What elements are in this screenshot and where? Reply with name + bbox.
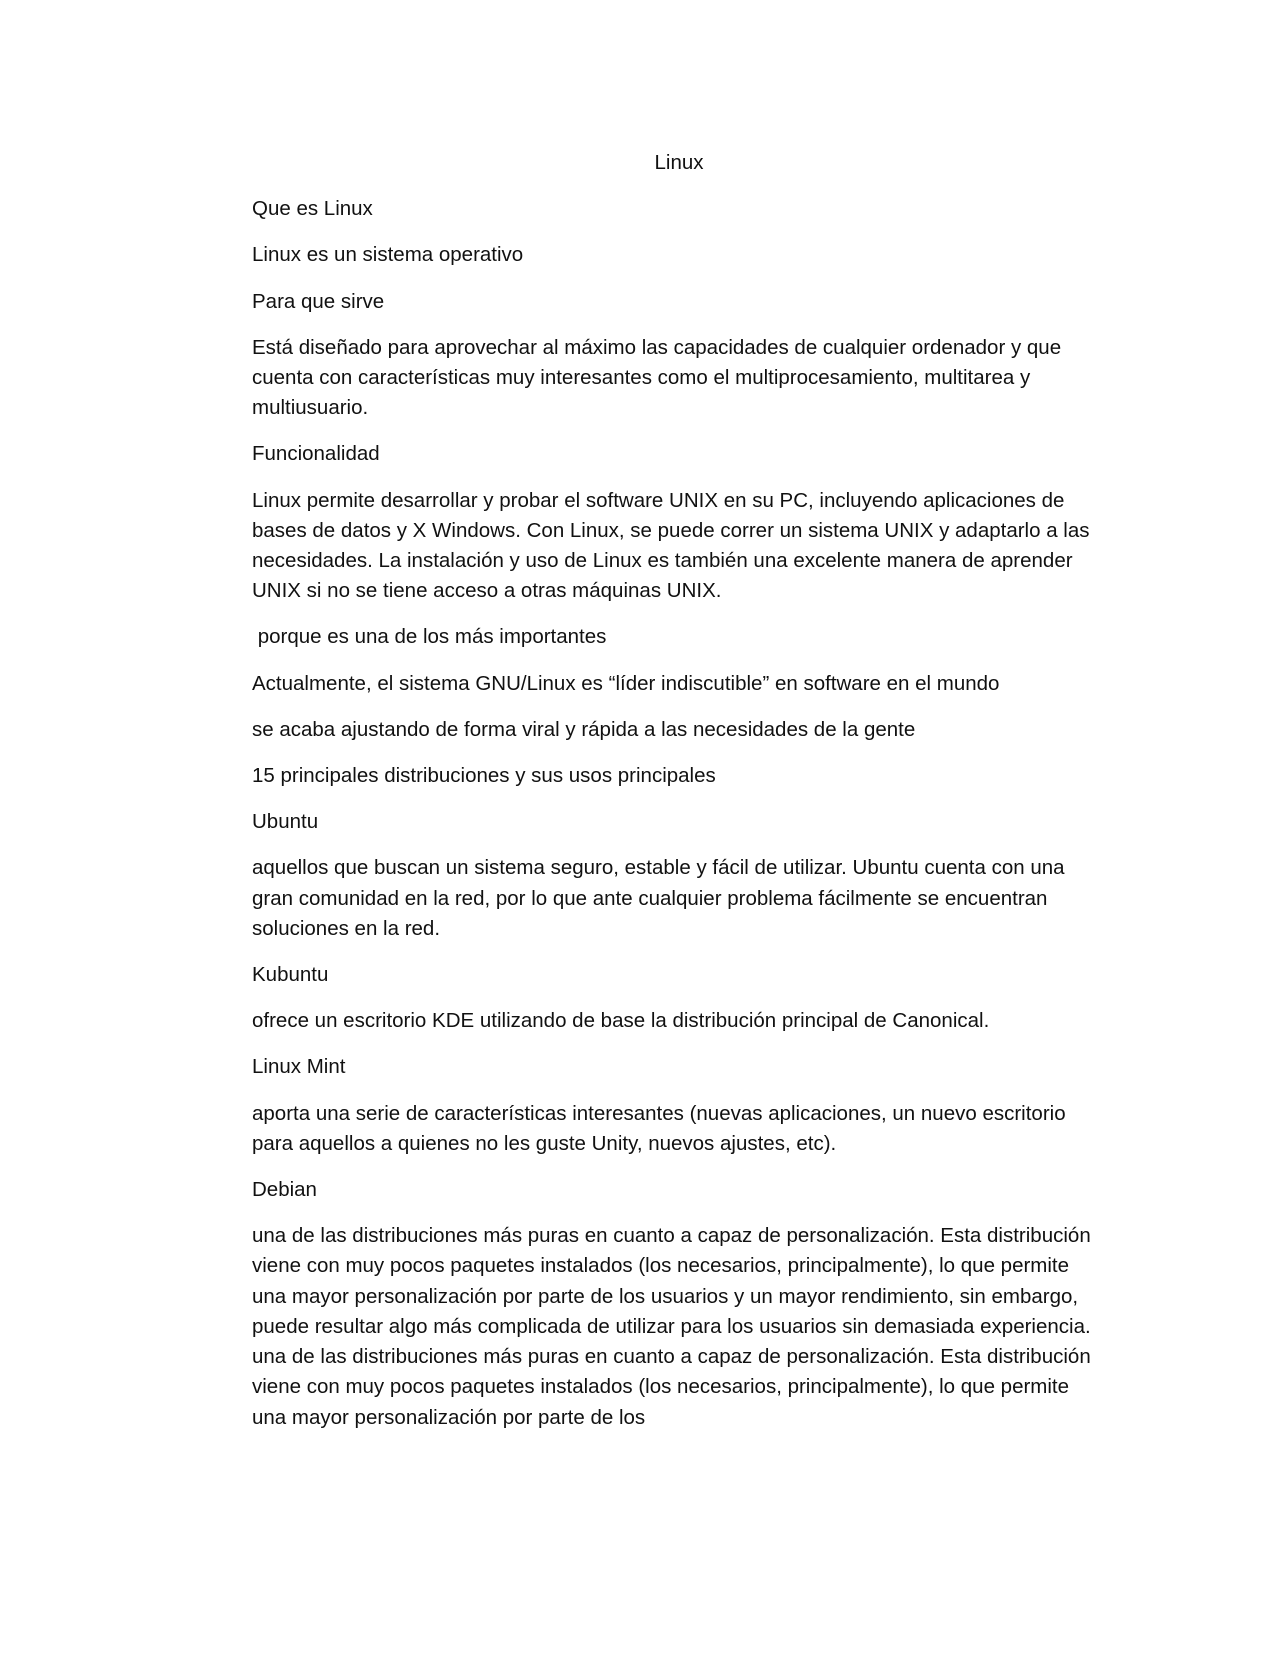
- heading-para-que-sirve: Para que sirve: [252, 289, 385, 313]
- heading-funcionalidad: Funcionalidad: [252, 442, 380, 466]
- heading-importance: porque es una de los más importantes: [252, 625, 607, 649]
- paragraph-purpose: Está diseñado para aprovechar al máximo las capacidades de cualquier ordenador y que cuenta con características muy interesantes como el multiprocesamiento, multitarea y multiusuario.: [252, 335, 1062, 420]
- paragraph-debian: una de las distribuciones más puras en cuanto a capaz de personalización. Esta distribución viene con muy pocos paquetes instalados (los necesarios, principalmente), lo que permite una mayor personalización por parte de los usuarios y un mayor rendimiento, sin embargo, puede resultar algo más complicada de utilizar para los usuarios sin demasiada experiencia. una de las distribuciones más puras en cuanto a capaz de personalización. Esta distribución viene con muy pocos paquetes instalados (los necesarios, principalmente), lo que permite una mayor personalización por parte de los: [252, 1224, 1091, 1429]
- heading-kubuntu: Kubuntu: [252, 963, 329, 987]
- paragraph-functionality: Linux permite desarrollar y probar el software UNIX en su PC, incluyendo aplicaciones de bases de datos y X Windows. Con Linux, se puede correr un sistema UNIX y adaptarlo a las necesidades. La instalación y uso de Linux es también una excelente manera de aprender UNIX si no se tiene acceso a otras máquinas UNIX.: [252, 488, 1090, 603]
- paragraph-kubuntu: ofrece un escritorio KDE utilizando de base la distribución principal de Canonical.: [252, 1009, 990, 1033]
- paragraph-linux-mint: aporta una serie de características interesantes (nuevas aplicaciones, un nuevo escritorio para aquellos a quienes no les guste Unity, nuevos ajustes, etc).: [252, 1101, 1066, 1155]
- paragraph-definition: Linux es un sistema operativo: [252, 243, 524, 267]
- heading-ubuntu: Ubuntu: [252, 810, 319, 834]
- paragraph-leader: Actualmente, el sistema GNU/Linux es “líder indiscutible” en software en el mundo: [252, 671, 1000, 695]
- heading-que-es-linux: Que es Linux: [252, 197, 373, 221]
- document-title: Linux: [654, 151, 704, 174]
- heading-linux-mint: Linux Mint: [252, 1055, 346, 1079]
- paragraph-ubuntu: aquellos que buscan un sistema seguro, estable y fácil de utilizar. Ubuntu cuenta con una gran comunidad en la red, por lo que ante cualquier problema fácilmente se encuentran soluciones en la red.: [252, 856, 1065, 940]
- document-body: [252, 148, 1106, 1449]
- heading-debian: Debian: [252, 1178, 317, 1202]
- paragraph-adaptation: se acaba ajustando de forma viral y rápida a las necesidades de la gente: [252, 717, 916, 741]
- heading-distributions: 15 principales distribuciones y sus usos principales: [252, 764, 716, 788]
